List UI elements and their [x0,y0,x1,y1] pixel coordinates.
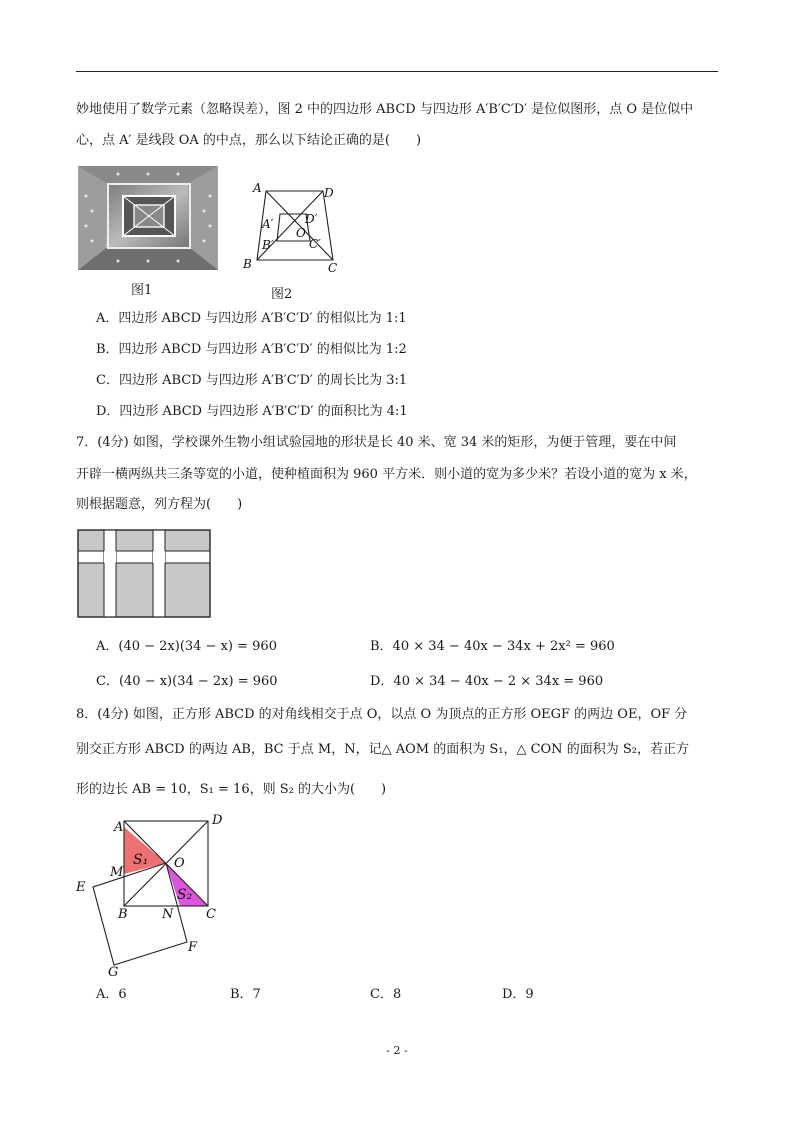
fig3-label-D: D [212,813,223,828]
q6-option-c: C．四边形 ABCD 与四边形 A′B′C′D′ 的周长比为 3:1 [96,373,408,388]
fig3-label-G: G [108,965,119,980]
fig2-label-O: O [296,226,306,240]
fig3-label-S2: S₂ [177,887,193,903]
fig3-label-N: N [162,907,174,922]
garden-plot-diagram [77,529,211,618]
q7-text-line3: 则根据题意，列方程为( ) [76,497,243,512]
fig2-label-Cp: C′ [309,237,321,251]
fig3-label-C: C [206,907,216,922]
fig2-label-Bp: B′ [262,238,274,252]
fig3-label-M: M [110,865,124,880]
q7-option-c: C．(40 − x)(34 − 2x) = 960 [96,674,278,689]
q8-option-d: D．9 [502,987,534,1002]
q7-option-a: A．(40 − 2x)(34 − x) = 960 [96,639,277,654]
q6-option-d: D．四边形 ABCD 与四边形 A′B′C′D′ 的面积比为 4:1 [96,404,408,419]
figure1-photo [78,166,218,270]
q7-text-line2: 开辟一横两纵共三条等宽的小道，使种植面积为 960 平方米．则小道的宽为多少米？若设小道的宽为 x 米， [76,467,697,482]
page-number: - 2 - [386,1044,408,1057]
q6-text-line2: 心，点 A′ 是线段 OA 的中点，那么以下结论正确的是( ) [76,133,422,148]
q8-text-line3: 形的边长 AB = 10，S₁ = 16，则 S₂ 的大小为( ) [76,782,387,797]
header-rule [76,71,718,72]
q6-option-b: B．四边形 ABCD 与四边形 A′B′C′D′ 的相似比为 1:2 [96,342,407,357]
q7-option-b: B．40 × 34 − 40x − 34x + 2x² = 960 [370,639,615,654]
fig2-label-B: B [243,257,252,271]
fig3-label-E: E [76,880,86,895]
fig2-label-D: D [324,186,334,200]
q8-option-b: B．7 [230,987,261,1002]
q7-text-line1: 7．(4分) 如图，学校课外生物小组试验园地的形状是长 40 米、宽 34 米的矩形，为便于管理，要在中间 [76,435,677,450]
fig2-label-Dp: D′ [305,212,318,226]
fig3-label-B: B [118,907,128,922]
figure1-caption: 图1 [131,283,153,298]
fig2-label-C: C [328,261,338,275]
q7-option-d: D．40 × 34 − 40x − 2 × 34x = 960 [370,674,604,689]
fig3-label-F: F [188,940,198,955]
q6-text-line1: 妙地使用了数学元素（忽略误差），图 2 中的四边形 ABCD 与四边形 A′B′C′D′ 是位似图形，点 O 是位似中 [76,102,694,117]
figure2-caption: 图2 [271,287,293,302]
fig3-label-S1: S₁ [133,852,149,868]
figure2-diagram [240,180,350,275]
q8-option-a: A．6 [96,987,127,1002]
fig3-label-A: A [114,820,124,835]
q6-option-a: A．四边形 ABCD 与四边形 A′B′C′D′ 的相似比为 1:1 [96,311,407,326]
q8-option-c: C．8 [370,987,402,1002]
q8-text-line1: 8．(4分) 如图，正方形 ABCD 的对角线相交于点 O，以点 O 为顶点的正方形 OEGF 的两边 OE，OF 分 [76,707,688,722]
fig2-label-Ap: A′ [262,217,274,231]
fig3-label-O: O [174,856,185,871]
squares-diagram [70,810,240,980]
fig2-label-A: A [253,181,262,195]
q8-text-line2: 别交正方形 ABCD 的两边 AB，BC 于点 M，N，记△ AOM 的面积为 S₁，△ CON 的面积为 S₂，若正方 [76,742,689,757]
